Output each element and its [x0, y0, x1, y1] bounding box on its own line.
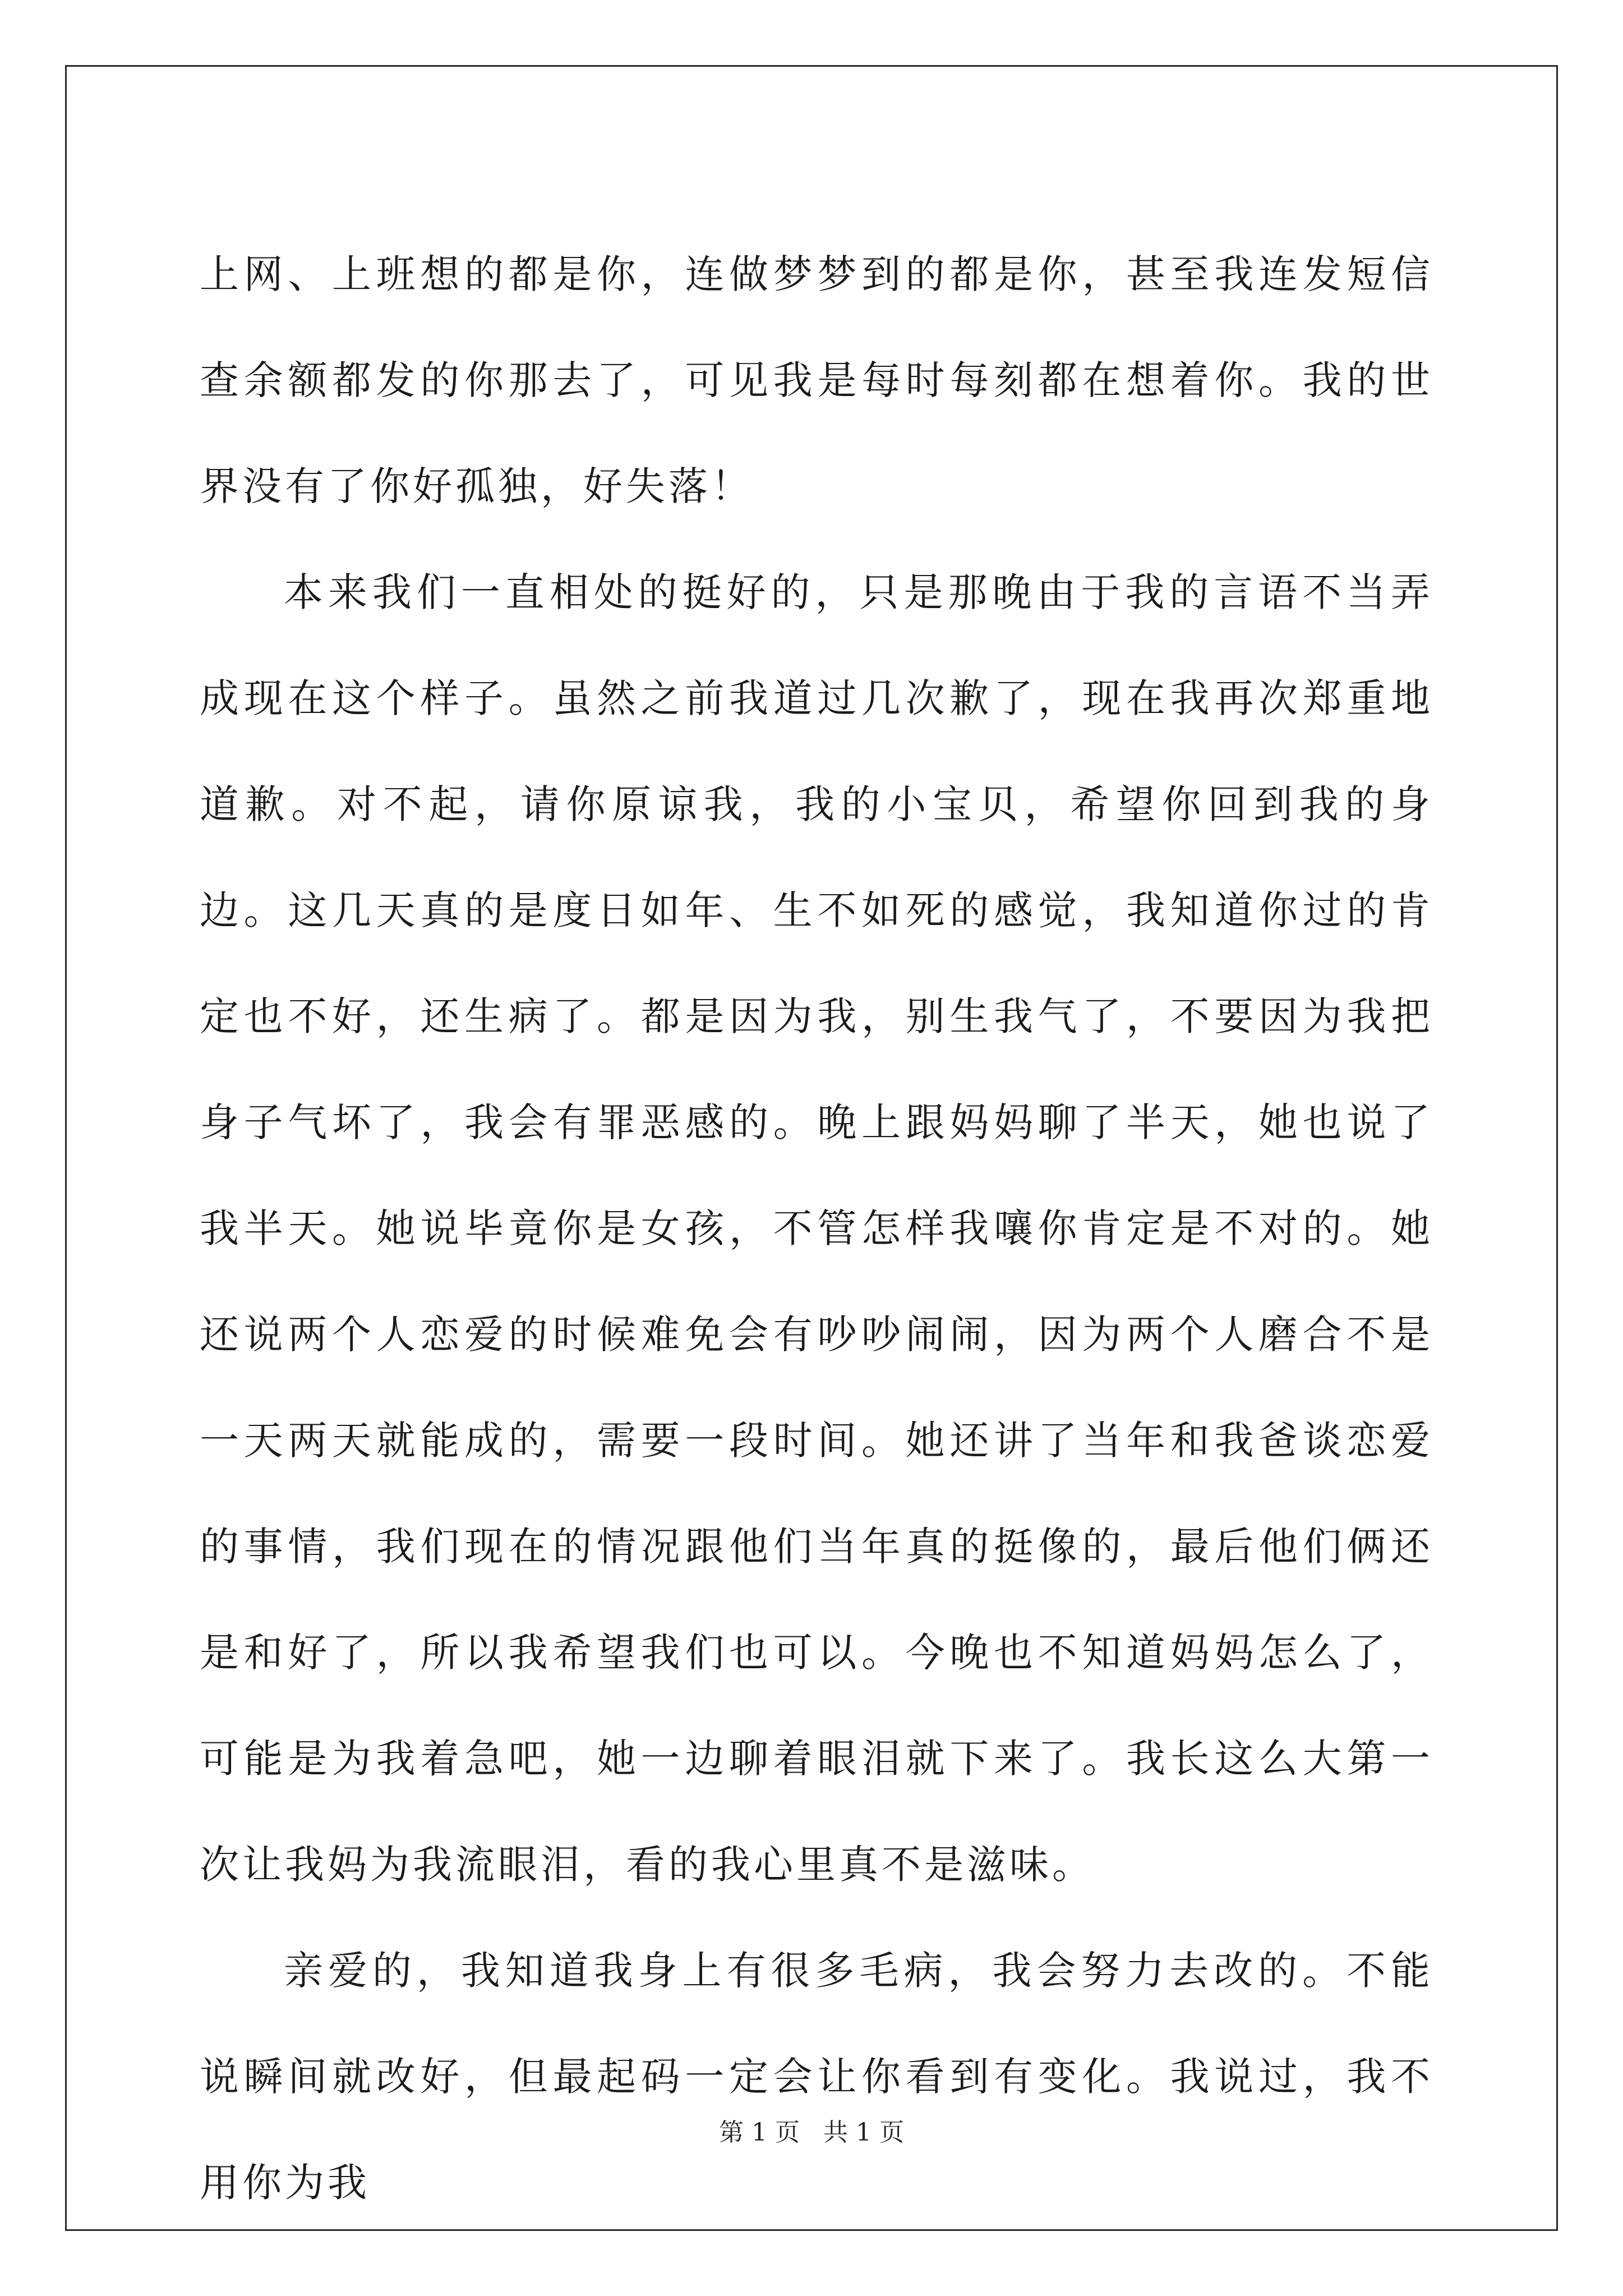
paragraph-2: 本来我们一直相处的挺好的，只是那晚由于我的言语不当弄成现在这个样子。虽然之前我道过几次歉了，现在我再次郑重地道歉。对不起，请你原谅我，我的小宝贝，希望你回到我的身边。这几天真的是度日如年、生不如死的感觉，我知道你过的肯定也不好，还生病了。都是因为我，别生我气了，不要因为我把身子气坏了，我会有罪恶感的。晚上跟妈妈聊了半天，她也说了我半天。她说毕竟你是女孩，不管怎样我嚷你肯定是不对的。她还说两个人恋爱的时候难免会有吵吵闹闹，因为两个人磨合不是一天两天就能成的，需要一段时间。她还讲了当年和我爸谈恋爱的事情，我们现在的情况跟他们当年真的挺像的，最后他们俩还是和好了，所以我希望我们也可以。今晚也不知道妈妈怎么了，可能是为我着急吧，她一边聊着眼泪就下来了。我长这么大第一次让我妈为我流眼泪，看的我心里真不是滋味。 — [200, 569, 1433, 1888]
paragraph-1: 上网、上班想的都是你，连做梦梦到的都是你，甚至我连发短信查余额都发的你那去了，可见我是每时每刻都在想着你。我的世界没有了你好孤独，好失落！ — [200, 251, 1433, 509]
paragraph-3: 亲爱的，我知道我身上有很多毛病，我会努力去改的。不能说瞬间就改好，但最起码一定会让你看到有变化。我说过，我不用你为我 — [200, 1948, 1433, 2206]
document-body — [200, 222, 1433, 2236]
page-footer — [0, 2116, 1623, 2150]
current-page-label: 第 1 页 — [719, 2118, 800, 2147]
total-pages-label: 共 1 页 — [823, 2118, 904, 2147]
